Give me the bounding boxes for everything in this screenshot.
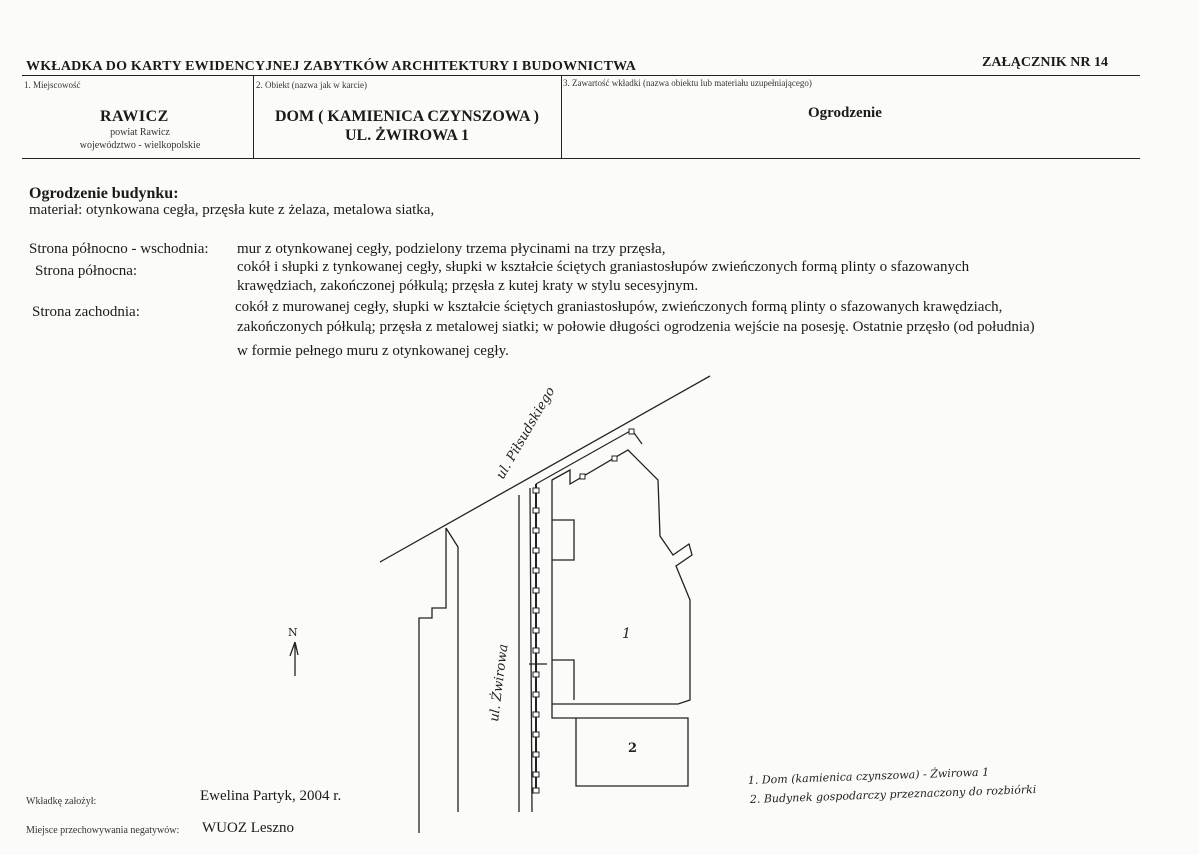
object-name-line2: UL. ŻWIROWA 1 [344, 127, 470, 144]
content-name: Ogrodzenie [808, 105, 882, 121]
west-label: Strona zachodnia: [32, 304, 140, 320]
building-2-outline [552, 704, 688, 786]
pilsudskiego-street-label: ul. Piłsudskiego [493, 384, 559, 482]
plan-legend-2: 2. Budynek gospodarczy przeznaczony do rozbiórki [749, 783, 1037, 806]
north-text-line1: cokół i słupki z tynkowanej cegły, słupki w kształcie ściętych graniastosłupów zwieńczonych formą plinty o sfazowanych [237, 259, 970, 275]
fence-posts [533, 429, 634, 793]
building-1-outline [552, 450, 692, 704]
storage-label: Miejsce przechowywania negatywów: [26, 825, 180, 836]
author-label: Wkładkę założył: [26, 796, 97, 807]
west-text-line2: zakończonych półkulą; przęsła z metalowej siatki; w połowie długości ogrodzenia wejście na posesję. Ostatnie przęsło (od południa) [237, 319, 1035, 335]
form-title: WKŁADKA DO KARTY EWIDENCYJNEJ ZABYTKÓW ARCHITEKTURY I BUDOWNICTWA [26, 59, 637, 74]
object-label: 2. Obiekt (nazwa jak w karcie) [256, 80, 367, 90]
plan-legend-1: 1. Dom (kamienica czynszowa) - Żwirowa 1 [747, 765, 990, 787]
north-arrow-icon [290, 642, 298, 676]
west-text-line3: w formie pełnego muru z otynkowanej cegły. [237, 343, 509, 359]
voivodeship: województwo - wielkopolskie [79, 140, 201, 151]
storage-location: WUOZ Leszno [202, 820, 295, 836]
building-2-number: 2 [628, 741, 638, 756]
author-name: Ewelina Partyk, 2004 r. [200, 788, 342, 804]
north-east-text: mur z otynkowanej cegły, podzielony trzema płycinami na trzy przęsła, [237, 241, 666, 257]
zwirowa-street-label: ul. Żwirowa [487, 643, 512, 723]
north-text-line2: krawędziach, zakończonej półkulą; przęsła z kutej kraty w stylu secesyjnym. [237, 278, 699, 294]
section-title: Ogrodzenie budynku: [29, 185, 179, 202]
neighbour-parcel-outline [419, 528, 446, 833]
content-label: 3. Zawartość wkładki (nazwa obiektu lub materiału uzupełniającego) [563, 78, 812, 88]
north-label: N [288, 626, 298, 639]
material-text: materiał: otynkowana cegła, przęsła kute z żelaza, metalowa siatka, [29, 202, 435, 218]
place-label: 1. Miejscowość [24, 80, 81, 90]
place-name: RAWICZ [100, 108, 169, 125]
north-label: Strona północna: [35, 263, 138, 279]
building-1-number: 1 [622, 626, 631, 642]
annex-number: ZAŁĄCZNIK NR 14 [982, 55, 1109, 70]
district: powiat Rawicz [110, 127, 170, 138]
zwirowa-street-line-right [530, 488, 532, 812]
object-name-line1: DOM ( KAMIENICA CZYNSZOWA ) [274, 108, 539, 125]
left-parcel-line [446, 528, 458, 812]
west-text-line1: cokół z murowanej cegły, słupki w kształcie ściętych graniastosłupów, zwieńczonych formą plinty o sfazowanych krawędziach, [235, 299, 1003, 315]
north-east-label: Strona północno - wschodnia: [29, 241, 209, 257]
